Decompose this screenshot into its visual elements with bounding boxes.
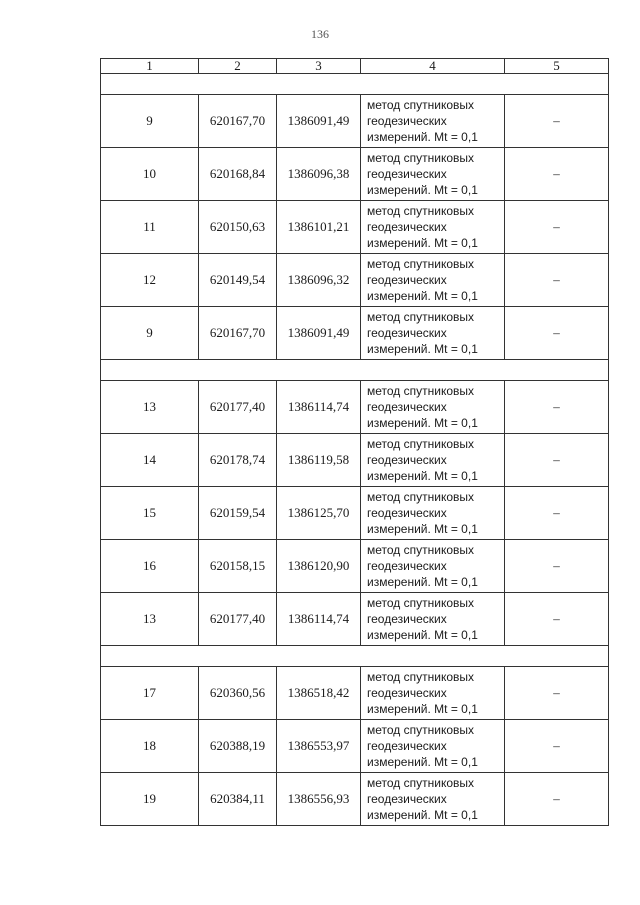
y-coordinate-cell: 1386091,49	[277, 95, 361, 148]
table-row	[101, 487, 609, 540]
y-coordinate-cell: 1386556,93	[277, 773, 361, 826]
header-col-2: 2	[199, 59, 277, 74]
method-text-line: геодезических	[367, 326, 447, 340]
point-number-cell: 9	[101, 95, 199, 148]
method-text-line: измерений. Mt = 0,1	[367, 416, 478, 430]
y-coordinate-cell: 1386091,49	[277, 307, 361, 360]
method-cell	[361, 773, 505, 826]
method-text-line: метод спутниковых	[367, 437, 475, 451]
table-row	[101, 201, 609, 254]
method-text-line: геодезических	[367, 612, 447, 626]
method-text-line: геодезических	[367, 114, 447, 128]
col5-cell: –	[505, 773, 609, 826]
method-text-line: измерений. Mt = 0,1	[367, 289, 478, 303]
y-coordinate-cell: 1386125,70	[277, 487, 361, 540]
header-col-3: 3	[277, 59, 361, 74]
method-text-line: геодезических	[367, 739, 447, 753]
group-separator-cell	[101, 360, 609, 381]
method-cell	[361, 381, 505, 434]
y-coordinate-cell: 1386114,74	[277, 593, 361, 646]
y-coordinate-cell: 1386096,32	[277, 254, 361, 307]
method-text-line: измерений. Mt = 0,1	[367, 755, 478, 769]
x-coordinate-cell: 620177,40	[199, 593, 277, 646]
col5-cell: –	[505, 487, 609, 540]
method-text-line: измерений. Mt = 0,1	[367, 469, 478, 483]
method-text-line: геодезических	[367, 273, 447, 287]
method-text-line: измерений. Mt = 0,1	[367, 702, 478, 716]
point-number-cell: 17	[101, 667, 199, 720]
x-coordinate-cell: 620178,74	[199, 434, 277, 487]
y-coordinate-cell: 1386101,21	[277, 201, 361, 254]
method-text-line: геодезических	[367, 453, 447, 467]
method-cell	[361, 148, 505, 201]
method-cell	[361, 487, 505, 540]
table-body	[101, 74, 609, 826]
x-coordinate-cell: 620158,15	[199, 540, 277, 593]
method-text-line: геодезических	[367, 506, 447, 520]
point-number-cell: 13	[101, 381, 199, 434]
col5-cell: –	[505, 307, 609, 360]
point-number-cell: 14	[101, 434, 199, 487]
x-coordinate-cell: 620149,54	[199, 254, 277, 307]
table-row	[101, 593, 609, 646]
method-text-line: метод спутниковых	[367, 257, 475, 271]
x-coordinate-cell: 620167,70	[199, 307, 277, 360]
point-number-cell: 19	[101, 773, 199, 826]
method-cell	[361, 593, 505, 646]
group-separator-cell	[101, 74, 609, 95]
x-coordinate-cell: 620360,56	[199, 667, 277, 720]
method-cell	[361, 95, 505, 148]
x-coordinate-cell: 620167,70	[199, 95, 277, 148]
method-text-line: геодезических	[367, 792, 447, 806]
coordinates-table	[100, 58, 609, 826]
method-text-line: измерений. Mt = 0,1	[367, 236, 478, 250]
header-col-5: 5	[505, 59, 609, 74]
col5-cell: –	[505, 667, 609, 720]
method-text-line: метод спутниковых	[367, 384, 475, 398]
col5-cell: –	[505, 201, 609, 254]
point-number-cell: 10	[101, 148, 199, 201]
point-number-cell: 12	[101, 254, 199, 307]
method-cell	[361, 540, 505, 593]
table-row	[101, 381, 609, 434]
method-text-line: метод спутниковых	[367, 151, 475, 165]
x-coordinate-cell: 620159,54	[199, 487, 277, 540]
x-coordinate-cell: 620168,84	[199, 148, 277, 201]
y-coordinate-cell: 1386518,42	[277, 667, 361, 720]
point-number-cell: 11	[101, 201, 199, 254]
point-number-cell: 9	[101, 307, 199, 360]
table-row	[101, 307, 609, 360]
method-text-line: измерений. Mt = 0,1	[367, 575, 478, 589]
method-text-line: измерений. Mt = 0,1	[367, 628, 478, 642]
method-text-line: метод спутниковых	[367, 543, 475, 557]
point-number-cell: 13	[101, 593, 199, 646]
method-cell	[361, 307, 505, 360]
method-text-line: геодезических	[367, 559, 447, 573]
method-text-line: метод спутниковых	[367, 204, 475, 218]
method-text-line: метод спутниковых	[367, 670, 475, 684]
group-separator-row	[101, 360, 609, 381]
method-text-line: метод спутниковых	[367, 596, 475, 610]
y-coordinate-cell: 1386114,74	[277, 381, 361, 434]
group-separator-cell	[101, 646, 609, 667]
y-coordinate-cell: 1386096,38	[277, 148, 361, 201]
table-row	[101, 95, 609, 148]
col5-cell: –	[505, 434, 609, 487]
table-row	[101, 148, 609, 201]
x-coordinate-cell: 620177,40	[199, 381, 277, 434]
method-text-line: измерений. Mt = 0,1	[367, 522, 478, 536]
col5-cell: –	[505, 540, 609, 593]
y-coordinate-cell: 1386553,97	[277, 720, 361, 773]
table-row	[101, 540, 609, 593]
method-text-line: измерений. Mt = 0,1	[367, 183, 478, 197]
point-number-cell: 15	[101, 487, 199, 540]
method-text-line: геодезических	[367, 400, 447, 414]
method-text-line: метод спутниковых	[367, 776, 475, 790]
method-text-line: метод спутниковых	[367, 310, 475, 324]
method-text-line: метод спутниковых	[367, 490, 475, 504]
group-separator-row	[101, 74, 609, 95]
col5-cell: –	[505, 381, 609, 434]
method-text-line: измерений. Mt = 0,1	[367, 342, 478, 356]
table-row	[101, 254, 609, 307]
method-text-line: измерений. Mt = 0,1	[367, 130, 478, 144]
table-row	[101, 720, 609, 773]
table-row	[101, 667, 609, 720]
method-cell	[361, 720, 505, 773]
y-coordinate-cell: 1386119,58	[277, 434, 361, 487]
page-number: 136	[311, 27, 329, 41]
method-text-line: геодезических	[367, 167, 447, 181]
point-number-cell: 18	[101, 720, 199, 773]
table-row	[101, 773, 609, 826]
method-text-line: геодезических	[367, 686, 447, 700]
method-cell	[361, 667, 505, 720]
method-cell	[361, 254, 505, 307]
col5-cell: –	[505, 593, 609, 646]
method-cell	[361, 201, 505, 254]
col5-cell: –	[505, 254, 609, 307]
method-text-line: метод спутниковых	[367, 723, 475, 737]
col5-cell: –	[505, 95, 609, 148]
col5-cell: –	[505, 148, 609, 201]
header-col-1: 1	[101, 59, 199, 74]
method-cell	[361, 434, 505, 487]
group-separator-row	[101, 646, 609, 667]
method-text-line: геодезических	[367, 220, 447, 234]
method-text-line: измерений. Mt = 0,1	[367, 808, 478, 822]
y-coordinate-cell: 1386120,90	[277, 540, 361, 593]
x-coordinate-cell: 620150,63	[199, 201, 277, 254]
col5-cell: –	[505, 720, 609, 773]
method-text-line: метод спутниковых	[367, 98, 475, 112]
table-header-row	[101, 59, 609, 74]
x-coordinate-cell: 620384,11	[199, 773, 277, 826]
point-number-cell: 16	[101, 540, 199, 593]
header-col-4: 4	[361, 59, 505, 74]
x-coordinate-cell: 620388,19	[199, 720, 277, 773]
table-row	[101, 434, 609, 487]
